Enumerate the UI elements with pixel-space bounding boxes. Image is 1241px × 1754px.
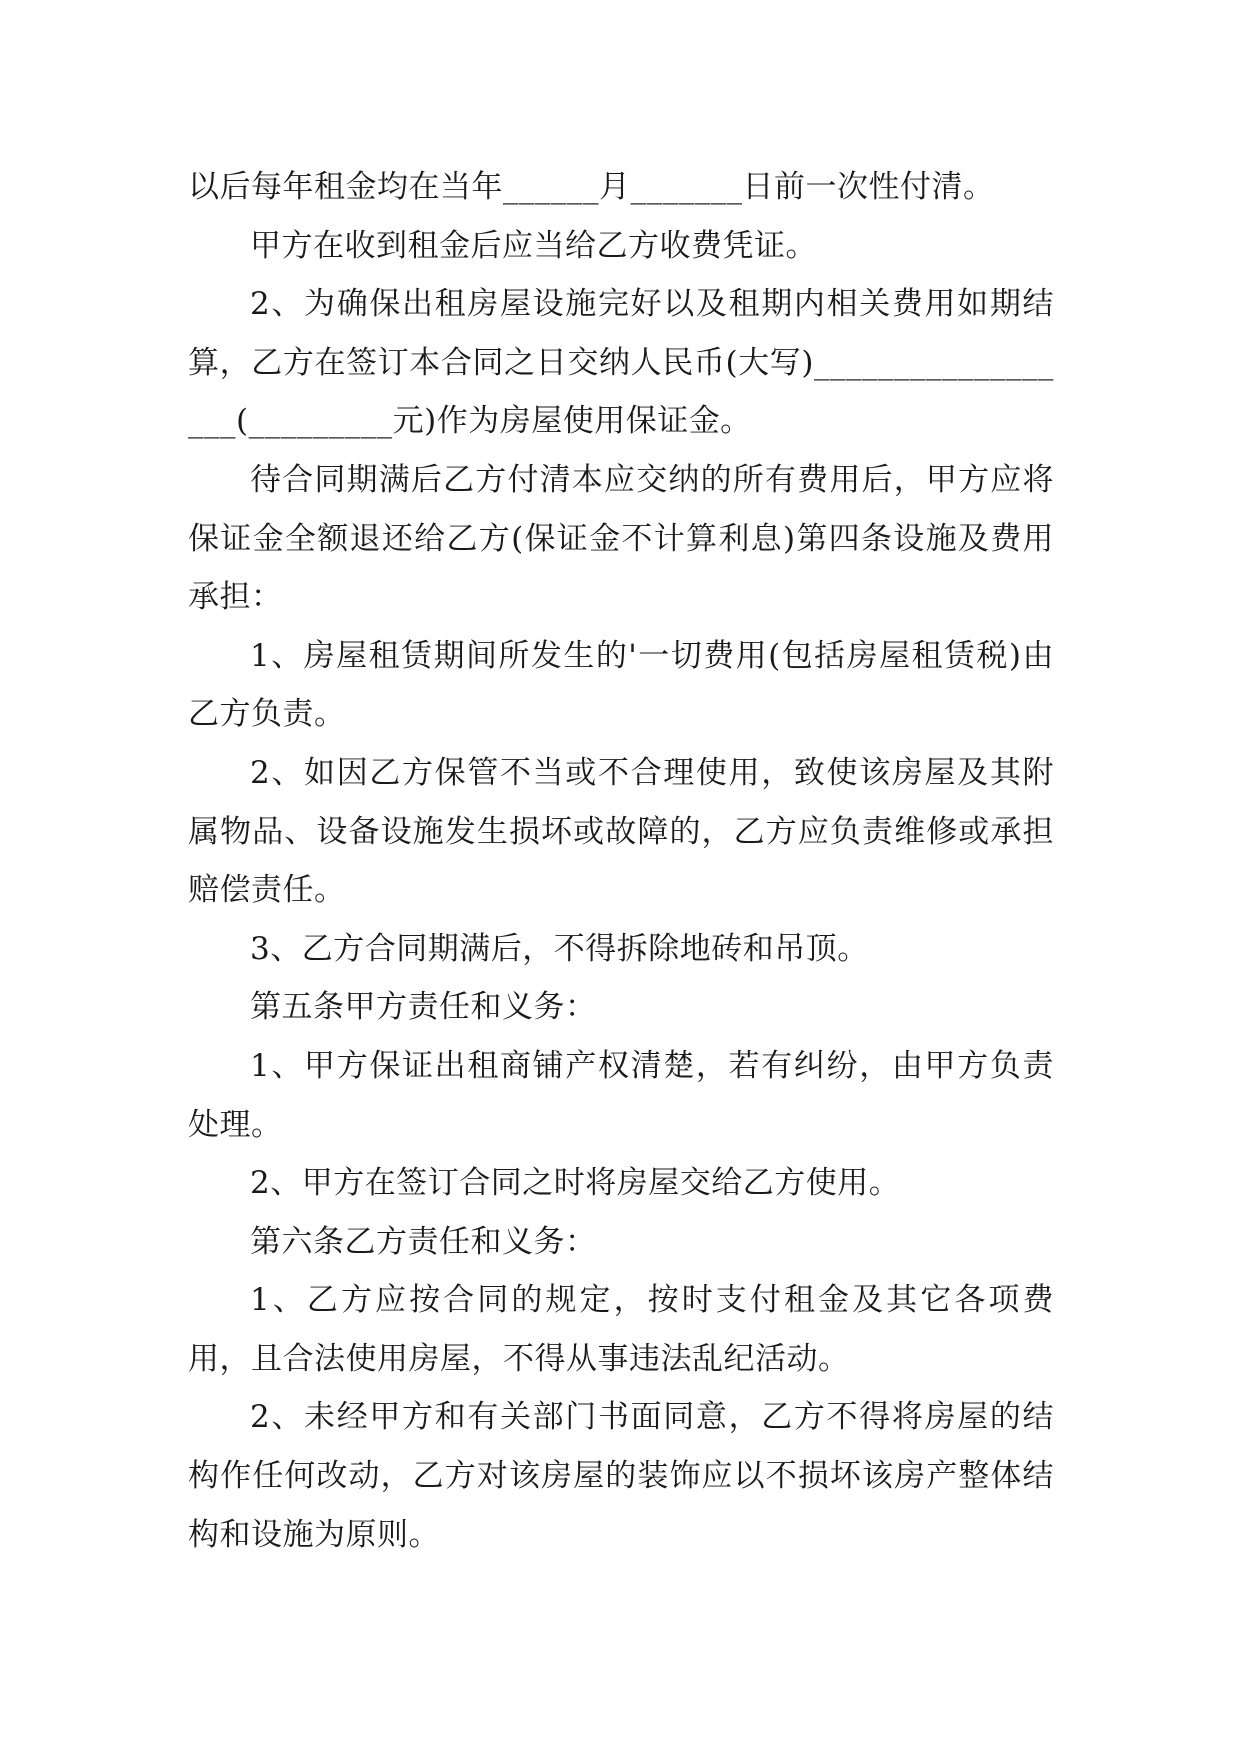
- paragraph-lawful-use: 1、乙方应按合同的规定，按时支付租金及其它各项费用，且合法使用房屋，不得从事违法乱纪活动。: [188, 1282, 1054, 1377]
- paragraph-no-removal: 3、乙方合同期满后，不得拆除地砖和吊顶。: [250, 930, 869, 967]
- document-body: [188, 158, 1054, 1564]
- heading-article-five: 第五条甲方责任和义务：: [250, 989, 597, 1026]
- paragraph-expenses: 1、房屋租赁期间所发生的'一切费用(包括房屋租赁税)由乙方负责。: [188, 637, 1054, 733]
- paragraph-deposit-refund: 待合同期满后乙方付清本应交纳的所有费用后，甲方应将保证金全额退还给乙方(保证金不计算利息)第四条设施及费用承担：: [188, 461, 1054, 616]
- paragraph-property-rights: 1、甲方保证出租商铺产权清楚，若有纠纷，由甲方负责处理。: [188, 1047, 1054, 1143]
- paragraph-no-structural-change: 2、未经甲方和有关部门书面同意，乙方不得将房屋的结构作任何改动，乙方对该房屋的装饰应以不损坏该房产整体结构和设施为原则。: [188, 1399, 1054, 1553]
- paragraph-damage-liability: 2、如因乙方保管不当或不合理使用，致使该房屋及其附属物品、设备设施发生损坏或故障的，乙方应负责维修或承担赔偿责任。: [188, 754, 1054, 909]
- heading-article-six: 第六条乙方责任和义务：: [250, 1223, 597, 1260]
- paragraph-rent-payment-deadline: 以后每年租金均在当年______月_______日前一次性付清。: [188, 169, 995, 205]
- paragraph-handover: 2、甲方在签订合同之时将房屋交给乙方使用。: [250, 1165, 901, 1202]
- paragraph-deposit: 2、为确保出租房屋设施完好以及租期内相关费用如期结算，乙方在签订本合同之日交纳人民币(大写)__________________(_________元)作为房屋使用保证金。: [188, 286, 1054, 440]
- paragraph-receipt: 甲方在收到租金后应当给乙方收费凭证。: [250, 227, 817, 264]
